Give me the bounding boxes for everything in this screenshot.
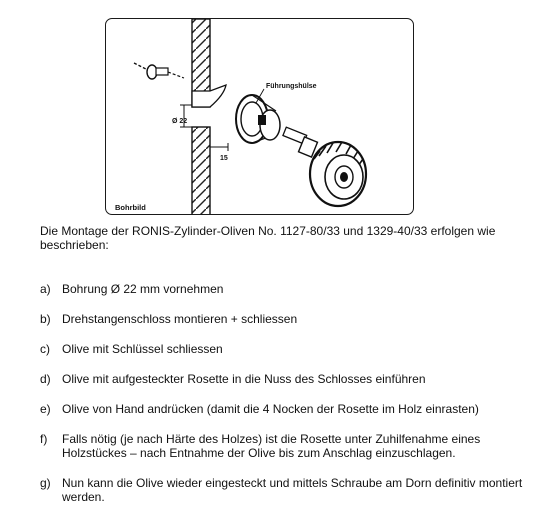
depth-dimension-line [210,137,228,151]
step-text: Bohrung Ø 22 mm vornehmen [62,282,224,296]
step-text: Nun kann die Olive wieder eingesteckt und mittels Schraube am Dorn definitiv montiert werden. [62,476,523,504]
intro-paragraph: Die Montage der RONIS-Zylinder-Oliven No. 1127-80/33 und 1329-40/33 erfolgen wie beschrieben: [40,224,496,252]
diameter-label: Ø 22 [172,118,188,125]
screw [134,63,184,79]
cylinder-olive [283,127,366,206]
step-letter: a) [40,282,51,296]
step-letter: d) [40,372,51,386]
wood-panel-lower [192,127,210,215]
step-b [40,312,540,326]
step-letter: f) [40,432,48,446]
step-d [40,372,540,386]
step-text: Drehstangenschloss montieren + schliessen [62,312,298,326]
step-text: Olive von Hand andrücken (damit die 4 Nocken der Rosette im Holz einrasten) [62,402,479,416]
step-text: Falls nötig (je nach Härte des Holzes) ist die Rosette unter Zuhilfenahme eines Holzstückes – nach Entnahme der Olive bis zum Anschlag einzuschlagen. [62,432,481,460]
installation-diagram [105,18,414,215]
sleeve-label: Führungshülse [266,83,317,90]
step-a [40,282,540,296]
step-letter: b) [40,312,51,326]
step-letter: c) [40,342,50,356]
guide-sleeve [236,95,280,143]
step-f [40,432,540,460]
step-text: Olive mit Schlüssel schliessen [62,342,223,356]
step-c [40,342,540,356]
depth-label: 15 [220,155,228,162]
step-text: Olive mit aufgesteckter Rosette in die Nuss des Schlosses einführen [62,372,426,386]
step-e [40,402,540,416]
diagram-drawing [106,19,414,215]
step-letter: e) [40,402,51,416]
step-letter: g) [40,476,51,490]
diagram-caption: Bohrbild [115,203,146,212]
step-g [40,476,540,504]
